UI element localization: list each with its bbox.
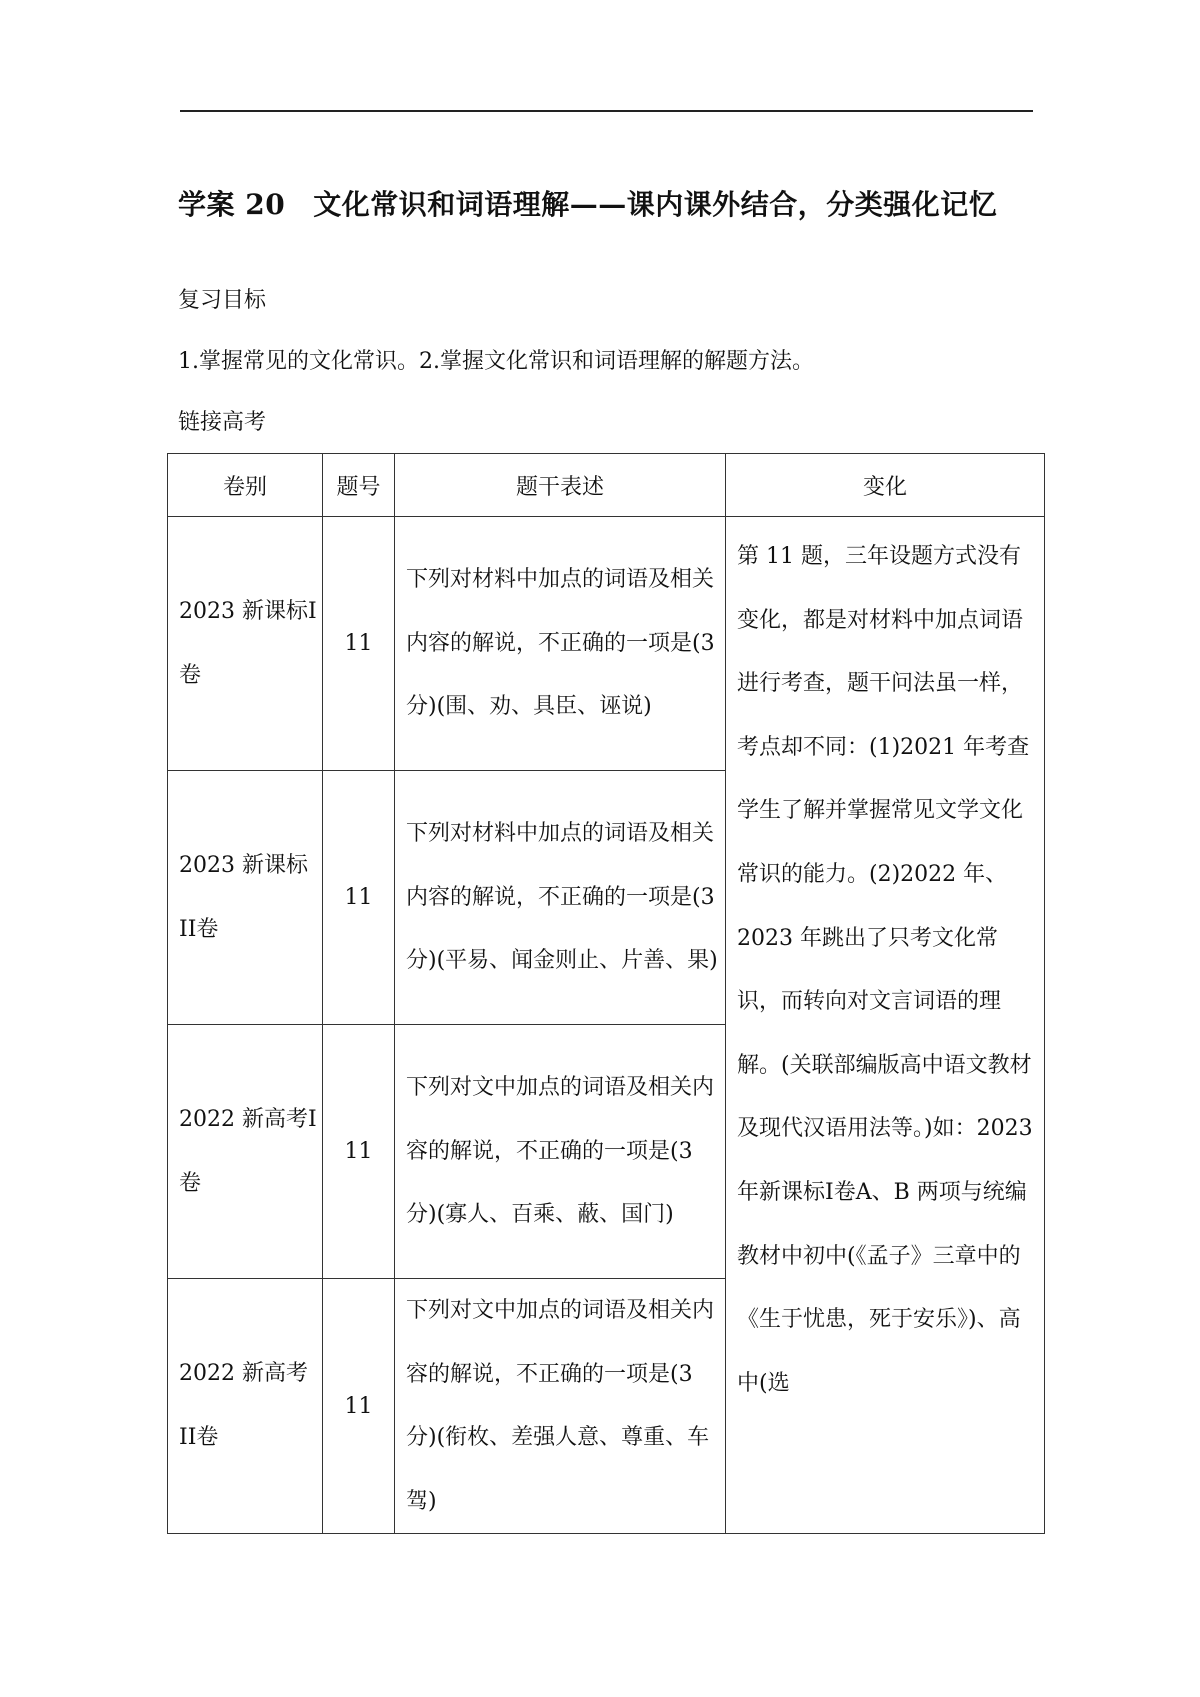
title-prefix: 学案 20 xyxy=(178,188,286,221)
stem-cell: 下列对材料中加点的词语及相关内容的解说，不正确的一项是(3 分)(平易、闻金则止、片善、果) xyxy=(395,771,726,1025)
volume-cell: 2022 新高考I卷 xyxy=(168,1025,323,1279)
stem-cell: 下列对文中加点的词语及相关内容的解说，不正确的一项是(3 分)(衔枚、差强人意、尊重、车驾) xyxy=(395,1279,726,1534)
header-volume: 卷别 xyxy=(168,454,323,517)
number-cell: 11 xyxy=(323,517,395,771)
table-header-row xyxy=(168,454,1045,517)
volume-cell: 2022 新高考II卷 xyxy=(168,1279,323,1534)
number-cell: 11 xyxy=(323,1025,395,1279)
header-change: 变化 xyxy=(726,454,1045,517)
section-heading-goal: 复习目标 xyxy=(178,288,267,313)
exam-table xyxy=(167,453,1045,1534)
number-cell: 11 xyxy=(323,1279,395,1534)
number-cell: 11 xyxy=(323,771,395,1025)
stem-cell: 下列对材料中加点的词语及相关内容的解说，不正确的一项是(3 分)(围、劝、具臣、诬说) xyxy=(395,517,726,771)
title-main: 文化常识和词语理解——课内课外结合，分类强化记忆 xyxy=(313,188,998,221)
table-row xyxy=(168,517,1045,771)
stem-cell: 下列对文中加点的词语及相关内容的解说，不正确的一项是(3 分)(寡人、百乘、蔽、国门) xyxy=(395,1025,726,1279)
change-cell: 第 11 题，三年设题方式没有变化，都是对材料中加点词语进行考查，题干问法虽一样，考点却不同：(1)2021 年考查学生了解并掌握常见文学文化常识的能力。(2)2022 年、2023 年跳出了只考文化常识，而转向对文言词语的理解。(关联部编版高中语文教材及现代汉语用法等。)如：2023 年新课标I卷A、B 两项与统编教材中初中(《孟子》三章中的《生于忧患，死于安乐》)、高中(选 xyxy=(726,517,1045,1534)
section-heading-link: 链接高考 xyxy=(178,410,267,435)
volume-cell: 2023 新课标II卷 xyxy=(168,771,323,1025)
goal-text: 1.掌握常见的文化常识。2.掌握文化常识和词语理解的解题方法。 xyxy=(178,349,814,374)
header-stem: 题干表述 xyxy=(395,454,726,517)
volume-cell: 2023 新课标I卷 xyxy=(168,517,323,771)
header-number: 题号 xyxy=(323,454,395,517)
page-title xyxy=(178,183,1058,223)
header-rule xyxy=(180,110,1033,112)
